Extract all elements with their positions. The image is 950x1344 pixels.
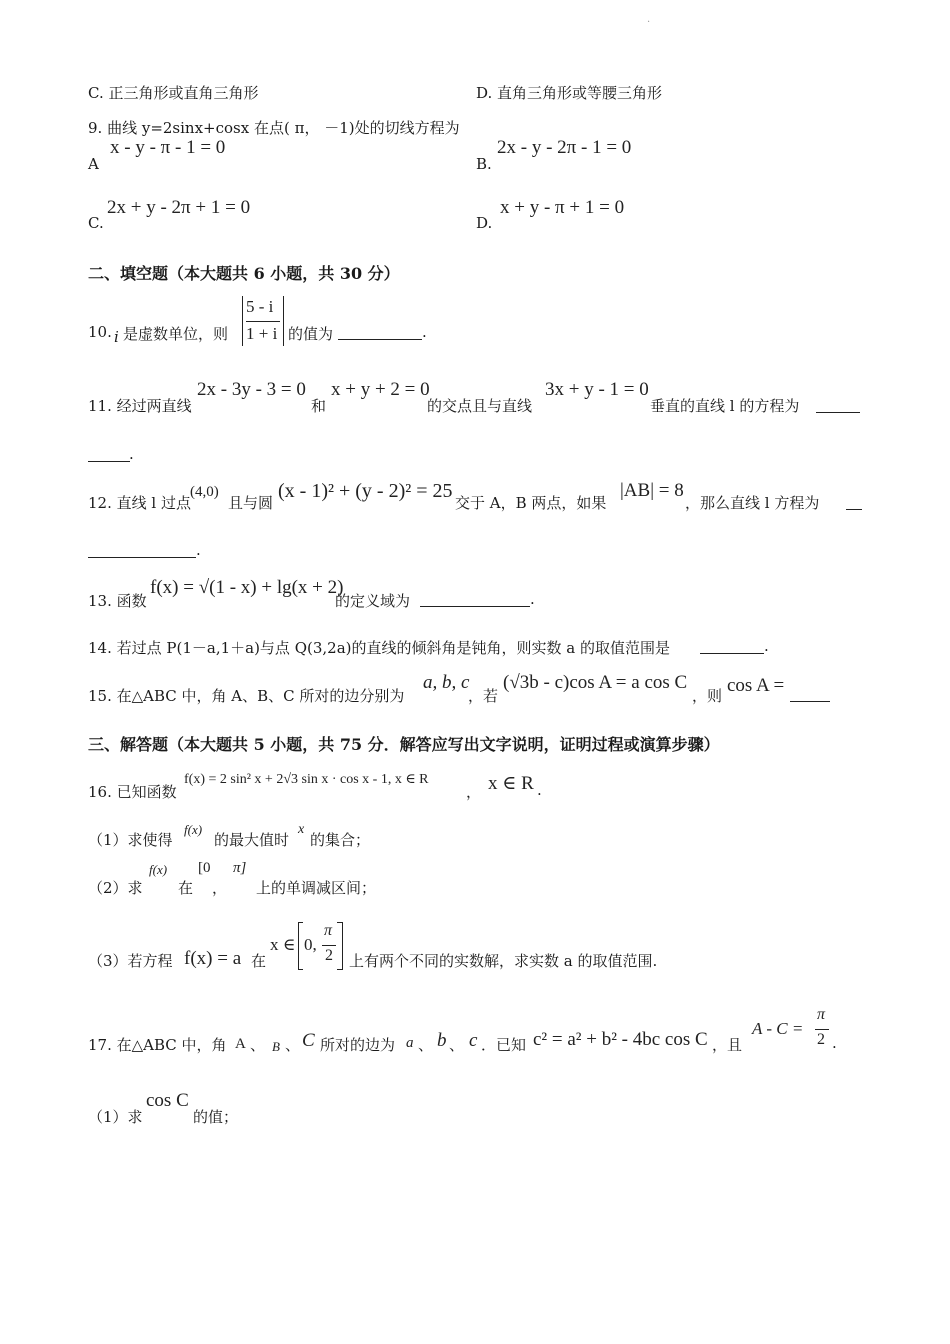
q11-answer-blank-2 xyxy=(88,447,130,462)
q13-prefix: 13. 函数 xyxy=(88,592,147,610)
q15-text1: ，若 xyxy=(468,687,499,705)
q17-angle-b: B xyxy=(272,1039,280,1054)
q15-answer-blank xyxy=(790,687,830,702)
q16-part1-text: 的最大值时 xyxy=(214,831,290,849)
q10-numerator: 5 - i xyxy=(246,297,274,316)
q11-line2: x + y + 2 = 0 xyxy=(331,379,430,400)
q16-part1-prefix: （1）求使得 xyxy=(88,831,173,849)
q16-function: f(x) = 2 sin² x + 2√3 sin x · cos x - 1, x ∈ R xyxy=(184,772,429,787)
q11-line3: 3x + y - 1 = 0 xyxy=(545,379,649,400)
q10-denominator: 1 + i xyxy=(246,324,278,343)
q11-line1: 2x - 3y - 3 = 0 xyxy=(197,379,306,400)
q8-option-d: D. 直角三角形或等腰三角形 xyxy=(476,84,663,102)
q16-part3-x: x ∈ xyxy=(270,935,296,954)
q9-option-b-math: 2x - y - 2π - 1 = 0 xyxy=(497,137,632,158)
q16-part1-fx: f(x) xyxy=(184,822,203,837)
q16-part3-left: 0, xyxy=(304,935,317,954)
q13-text: 的定义域为 xyxy=(335,592,411,610)
q8-option-c: C. 正三角形或直角三角形 xyxy=(88,84,259,102)
section-3-heading: 三、解答题（本大题共 5 小题，共 75 分．解答应写出文字说明，证明过程或演算步骤） xyxy=(88,735,720,754)
q16-part2-in: 在 xyxy=(178,879,194,897)
q17-sep1: 、 xyxy=(250,1036,266,1054)
q10-answer-blank xyxy=(338,325,422,340)
q16-part3-bracket-left xyxy=(298,922,299,970)
q12-circle: (x - 1)² + (y - 2)² = 25 xyxy=(278,480,453,502)
q9-option-a-math: x - y - π - 1 = 0 xyxy=(110,137,226,158)
q12-answer-blank-1 xyxy=(846,495,862,510)
q16-part2-end: 上的单调减区间； xyxy=(256,879,377,897)
q16-part3-prefix: （3）若方程 xyxy=(88,952,173,970)
q17-condition: c² = a² + b² - 4bc cos C xyxy=(533,1029,708,1050)
q17-sep2: 、 xyxy=(285,1036,301,1054)
q17-text2: ．已知 xyxy=(481,1036,527,1054)
q17-fraction-line xyxy=(815,1029,829,1030)
q10-end: . xyxy=(422,323,427,341)
q9-option-b-label: B. xyxy=(476,155,492,173)
q16-domain: x ∈ R xyxy=(488,773,534,794)
q16-part3-two: 2 xyxy=(325,947,333,964)
q14-text: 14. 若过点 P(1－a,1＋a)与点 Q(3,2a)的直线的倾斜角是钝角，则实数 a 的取值范围是 xyxy=(88,639,670,657)
q17-sep3: 、 xyxy=(418,1036,434,1054)
q9-option-d-math: x + y - π + 1 = 0 xyxy=(500,197,625,218)
q15-text2: ，则 xyxy=(692,687,723,705)
q12-ab: |AB| = 8 xyxy=(620,480,684,501)
q15-abc: a, b, c xyxy=(423,672,470,693)
q16-part2-interval-comma: ， xyxy=(212,879,228,897)
q15-condition: (√3b - c)cos A = a cos C xyxy=(503,672,688,693)
q14-answer-blank xyxy=(700,639,764,654)
q9-option-a-label: A xyxy=(88,155,99,173)
q16-part2-fx: f(x) xyxy=(149,862,168,877)
q13-function: f(x) = √(1 - x) + lg(x + 2) xyxy=(150,577,344,598)
q11-text2: 垂直的直线 l 的方程为 xyxy=(650,397,800,415)
q11-answer-blank-1 xyxy=(816,398,860,413)
q12-answer-blank-2 xyxy=(88,543,196,558)
q16-part3-end: 上有两个不同的实数解，求实数 a 的取值范围. xyxy=(349,952,658,970)
q16-part3-bracket-left-top xyxy=(298,922,303,923)
q16-prefix: 16. 已知函数 xyxy=(88,783,177,801)
q17-text1: 所对的边为 xyxy=(320,1036,396,1054)
q17-part1-cos: cos C xyxy=(146,1090,189,1111)
q17-angle-c: C xyxy=(302,1030,315,1051)
q13-answer-blank xyxy=(420,592,530,607)
q10-abs-right xyxy=(283,296,284,346)
q13-end: . xyxy=(530,590,535,608)
q17-side-b: b xyxy=(437,1030,447,1051)
q17-side-c: c xyxy=(469,1030,478,1051)
q16-part3-bracket-right-bottom xyxy=(337,969,342,970)
q16-part3-bracket-right-top xyxy=(337,922,342,923)
header-dot: . xyxy=(647,14,651,25)
q10-i: i xyxy=(114,328,119,346)
q17-part1-prefix: （1）求 xyxy=(88,1108,143,1126)
q12-text1: 且与圆 xyxy=(228,494,274,512)
q16-part3-bracket-right xyxy=(342,922,343,970)
q17-side-a: a xyxy=(406,1035,414,1051)
q9-stem: 9. 曲线 y=2sinx+cosx 在点( π， －1)处的切线方程为 xyxy=(88,119,460,137)
q16-end: . xyxy=(537,781,542,799)
q11-prefix: 11. 经过两直线 xyxy=(88,397,192,415)
q10-text1: 是虚数单位，则 xyxy=(123,325,229,343)
q16-part1-x: x xyxy=(298,822,305,837)
q12-point: (4,0) xyxy=(190,484,219,500)
q12-text3: ，那么直线 l 方程为 xyxy=(685,494,820,512)
q17-sep4: 、 xyxy=(449,1036,465,1054)
q16-part3-pi: π xyxy=(324,922,333,939)
q15-ask: cos A = xyxy=(727,675,785,696)
section-2-heading: 二、填空题（本大题共 6 小题，共 30 分） xyxy=(88,264,400,283)
q16-part3-bracket-left-bottom xyxy=(298,969,303,970)
q12-end: . xyxy=(196,541,201,559)
q10-abs-left xyxy=(242,296,243,346)
q17-two: 2 xyxy=(817,1031,825,1048)
q11-text1: 的交点且与直线 xyxy=(427,397,533,415)
q16-part3-fraction-line xyxy=(322,945,336,946)
q16-part3-equation: f(x) = a xyxy=(184,948,242,969)
q10-text2: 的值为 xyxy=(288,325,334,343)
q17-end: . xyxy=(832,1034,837,1052)
q15-prefix: 15. 在△ABC 中，角 A、B、C 所对的边分别为 xyxy=(88,687,405,705)
q16-part2-interval-left: [0 xyxy=(198,860,211,876)
q16-part2-interval-right: π] xyxy=(233,860,247,876)
q17-text3: ，且 xyxy=(712,1036,743,1054)
q9-option-d-label: D. xyxy=(476,214,493,232)
q12-text2: 交于 A，B 两点，如果 xyxy=(455,494,607,512)
q17-prefix: 17. 在△ABC 中，角 xyxy=(88,1036,227,1054)
q10-fraction-line xyxy=(246,321,280,322)
q16-part3-in: 在 xyxy=(251,952,267,970)
q16-part2-prefix: （2）求 xyxy=(88,879,143,897)
q16-comma: ， xyxy=(466,783,482,801)
q17-part1-end: 的值； xyxy=(193,1108,239,1126)
q11-and: 和 xyxy=(311,397,327,415)
q16-part1-end: 的集合； xyxy=(310,831,371,849)
q9-option-c-label: C. xyxy=(88,214,104,232)
q12-prefix: 12. 直线 l 过点 xyxy=(88,494,191,512)
q11-end: . xyxy=(129,445,134,463)
q17-difference: A - C = xyxy=(752,1019,804,1038)
q10-prefix: 10. xyxy=(88,323,112,341)
q14-end: . xyxy=(764,637,769,655)
q9-option-c-math: 2x + y - 2π + 1 = 0 xyxy=(107,197,251,218)
q17-angle-a: A xyxy=(235,1036,246,1052)
q17-pi: π xyxy=(817,1006,826,1023)
